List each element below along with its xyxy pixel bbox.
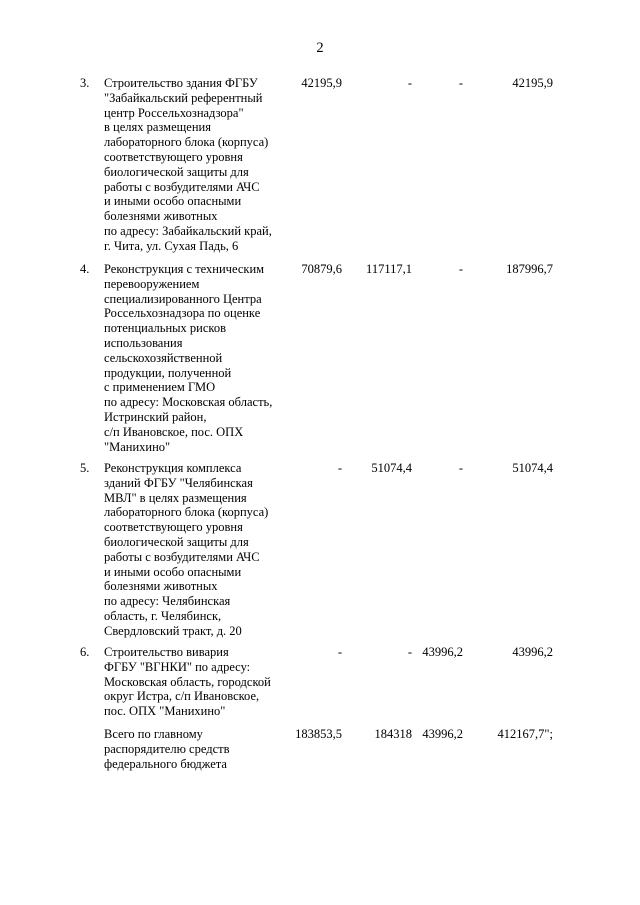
description-line: Строительство вивария — [104, 645, 229, 659]
value-col-2: 117117,1 — [366, 262, 412, 276]
description-line: потенциальных рисков — [104, 321, 226, 336]
description-line: федерального бюджета — [104, 756, 227, 771]
description-line: соответствующего уровня — [104, 149, 243, 164]
value-col-4: 187996,7 — [506, 262, 553, 276]
value-col-3: - — [458, 76, 463, 90]
description-line: сельскохозяйственной — [104, 350, 223, 365]
value-col-2: - — [407, 645, 412, 659]
description-line: лабораторного блока (корпуса) — [104, 505, 269, 520]
row-description — [104, 262, 294, 454]
total-description — [104, 727, 294, 771]
description-line: биологической защиты для — [104, 534, 249, 549]
description-line: специализированного Центра — [104, 291, 262, 306]
description-line: центр Россельхознадзора" — [104, 105, 244, 120]
description-line: с применением ГМО — [104, 380, 216, 395]
value-col-3: - — [458, 461, 463, 475]
row-number: 5. — [80, 461, 90, 475]
description-line: по адресу: Забайкальский край, — [104, 223, 272, 238]
description-line: Истринский район, — [104, 409, 207, 424]
description-line: ФГБУ "ВГНКИ" по адресу: — [104, 659, 251, 674]
value-col-1: - — [337, 461, 342, 475]
description-line: и иными особо опасными — [104, 194, 242, 209]
description-line: Реконструкция с техническим — [104, 262, 265, 276]
value-col-3: 43996,2 — [422, 645, 463, 659]
description-line: зданий ФГБУ "Челябинская — [104, 475, 253, 490]
description-line: Строительство здания ФГБУ — [104, 76, 258, 90]
total-col-2: 184318 — [374, 727, 412, 741]
total-col-1: 183853,5 — [295, 727, 342, 741]
value-col-2: - — [407, 76, 412, 90]
description-line: по адресу: Московская область, — [104, 395, 273, 410]
row-number: 3. — [80, 76, 90, 90]
description-line: и иными особо опасными — [104, 564, 242, 579]
description-line: болезнями животных — [104, 209, 218, 224]
value-col-3: - — [458, 262, 463, 276]
description-line: Реконструкция комплекса — [104, 461, 242, 475]
value-col-1: 42195,9 — [301, 76, 342, 90]
row-number: 6. — [80, 645, 90, 659]
description-line: болезнями животных — [104, 579, 218, 594]
description-line: пос. ОПХ "Манихино" — [104, 704, 226, 719]
description-line: продукции, полученной — [104, 365, 232, 380]
description-line: г. Чита, ул. Сухая Падь, 6 — [104, 238, 239, 253]
description-line: Россельхознадзора по оценке — [104, 306, 261, 321]
description-line: распорядителю средств — [104, 741, 230, 756]
description-line: работы с возбудителями АЧС — [104, 179, 260, 194]
description-line: область, г. Челябинск, — [104, 608, 222, 623]
value-col-4: 43996,2 — [512, 645, 553, 659]
description-line: соответствующего уровня — [104, 520, 243, 535]
value-col-4: 42195,9 — [512, 76, 553, 90]
description-line: Свердловский тракт, д. 20 — [104, 623, 242, 638]
description-line: "Забайкальский референтный — [104, 90, 263, 105]
value-col-1: 70879,6 — [301, 262, 342, 276]
value-col-1: - — [337, 645, 342, 659]
row-description — [104, 461, 294, 639]
description-line: "Манихино" — [104, 439, 171, 454]
row-description — [104, 76, 294, 254]
total-col-4: 412167,7"; — [497, 727, 553, 741]
value-col-2: 51074,4 — [371, 461, 412, 475]
description-line: биологической защиты для — [104, 164, 249, 179]
description-line: МВЛ" в целях размещения — [104, 490, 247, 505]
description-line: использования — [104, 335, 183, 350]
description-line: в целях размещения — [104, 120, 211, 135]
value-col-4: 51074,4 — [512, 461, 553, 475]
description-line: по адресу: Челябинская — [104, 594, 231, 609]
description-line: Всего по главному — [104, 727, 203, 741]
description-line: округ Истра, с/п Ивановское, — [104, 689, 260, 704]
total-col-3: 43996,2 — [422, 727, 463, 741]
row-description — [104, 645, 294, 719]
description-line: с/п Ивановское, пос. ОПХ — [104, 424, 244, 439]
row-number: 4. — [80, 262, 90, 276]
description-line: Московская область, городской — [104, 674, 271, 689]
description-line: лабораторного блока (корпуса) — [104, 135, 269, 150]
page-number: 2 — [316, 40, 324, 56]
description-line: работы с возбудителями АЧС — [104, 549, 260, 564]
description-line: перевооружением — [104, 276, 200, 291]
